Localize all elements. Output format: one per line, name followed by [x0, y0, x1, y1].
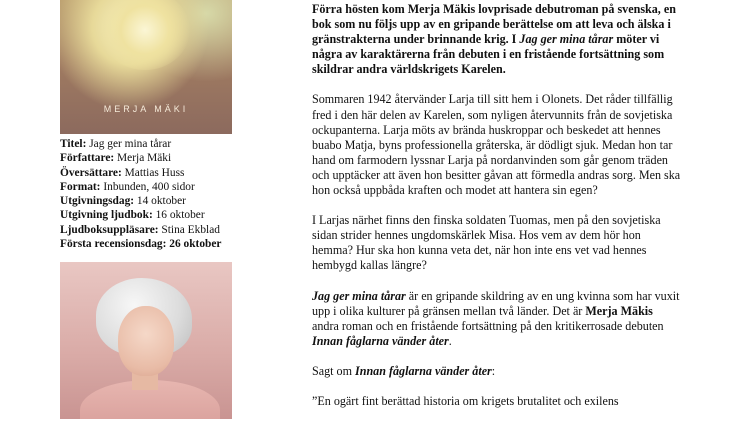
- meta-title: Titel: Jag ger mina tårar: [60, 138, 172, 150]
- cover-flower-illustration: [100, 0, 190, 70]
- characters-paragraph: I Larjas närhet finns den finska soldaten Tuomas, men på den sovjetiska sidan strider hennes ungdomskärlek Misa. Hos vem av dem hör hon hemma? Hur ska hon kunna veta det, när hon inte ens vet vad hennes hembygd kallas längre?: [312, 213, 661, 273]
- meta-audiobook-reader: Ljudboksuppläsare: Stina Ekblad: [60, 223, 220, 236]
- book-cover-image: [60, 0, 232, 134]
- meta-author: Författare: Merja Mäki: [60, 152, 172, 165]
- review-quote: ”En ogärt fint berättad historia om krigets brutalitet och exilens: [312, 393, 619, 408]
- summary-paragraph: Jag ger mina tårar är en gripande skildring av en ung kvinna som har vuxit upp i olika kulturer på gränsen mellan två länder. Det är Merja Mäkis andra roman och en fristående fortsättning på den kritikerrosade debuten Innan fåglarna vänder åter.: [312, 288, 680, 348]
- meta-format: Format: Inbunden, 400 sidor: [60, 180, 195, 193]
- reviews-heading: Sagt om Innan fåglarna vänder åter:: [312, 363, 496, 378]
- meta-audiobook-release: Utgivning ljudbok: 16 oktober: [60, 209, 205, 222]
- plot-paragraph: Sommaren 1942 återvänder Larja till sitt hem i Olonets. Det råder tillfällig fred i den här delen av Karelen, som nyligen återvunnits från de sovjetiska ockupanterna. Larja möts av brända huskroppar och beskedet att hennes buabo Matja, byns professionella gråterska, är dödligt sjuk. Medan hon tar hand om farmodern lyssnar Larja på nordanvinden som går genom träden och upptäcker att även hon besitter gåvan att förmedla andras sorg. Men ska hon också uppbåda kraften och modet att hantera sin egen?: [312, 92, 681, 198]
- intro-paragraph: Förra hösten kom Merja Mäkis lovprisade debutroman på svenska, en bok som nu följs upp av en gripande berättelse om att leva och älska i gränstrakterna under brinnande krig. I Jag ger mina tårar möter vi några av karaktärerna från debuten i en fristående fortsättning som skildrar andra världskrigets Karelen.: [312, 2, 676, 77]
- meta-translator: Översättare: Mattias Huss: [60, 166, 185, 179]
- meta-release-date: Utgivningsdag: 14 oktober: [60, 195, 186, 208]
- author-photo: [60, 262, 232, 419]
- book-metadata: [60, 137, 250, 251]
- cover-author-name: MERJA MÄKI: [103, 104, 189, 114]
- press-release-body: [312, 2, 682, 424]
- meta-review-date: Första recensionsdag: 26 oktober: [60, 238, 222, 251]
